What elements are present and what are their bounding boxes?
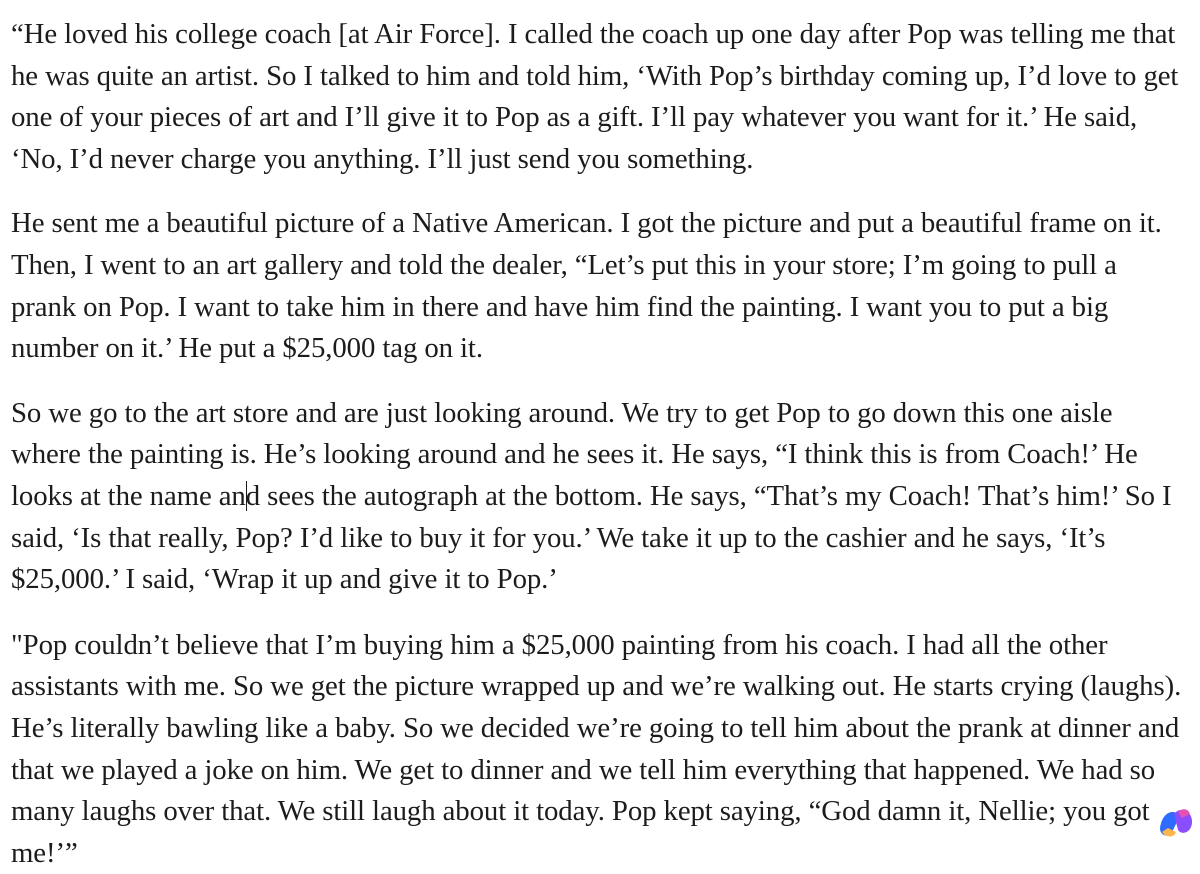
paragraph-4: "Pop couldn’t believe that I’m buying him a $25,000 painting from his coach. I had all the other assistants with me. So we get the picture wrapped up and we’re walking out. He starts crying (laughs). He’s literally bawling like a baby. So we decided we’re going to tell him about the prank at dinner and that we played a joke on him. We get to dinner and we tell him everything that happened. We had so many laughs over that. We still laugh about it today. Pop kept saying, “God damn it, Nellie; you got me!’” [11,628,1182,869]
paragraph-3-text-before-caret: So we go to the art store and are just looking around. We try to get Pop to go down this one aisle where the painting is. He’s looking around and he sees it. He says, “I think this is from Coach!’ He looks at the name an [11,396,1138,512]
paragraph-3-text-after-caret: d sees the autograph at the bottom. He says, “That’s my Coach! That’s him!’ So I said, ‘Is that really, Pop? I’d like to buy it for you.’ We take it up to the cashier and he says, ‘It’s $25,000.’ I said, ‘Wrap it up and give it to Pop.’ [11,479,1172,596]
paragraph-1: “He loved his college coach [at Air Force]. I called the coach up one day after Pop was telling me that he was quite an artist. So I talked to him and told him, ‘With Pop’s birthday coming up, I’d love to get one of your pieces of art and I’ll give it to Pop as a gift. I’ll pay whatever you want for it.’ He said, ‘No, I’d never charge you anything. I’ll just send you something. [11,18,1179,175]
paragraph-3 [11,393,1186,601]
copilot-icon[interactable] [1152,802,1200,822]
paragraph-2: He sent me a beautiful picture of a Native American. I got the picture and put a beautiful frame on it. Then, I went to an art gallery and told the dealer, “Let’s put this in your store; I’m going to pull a prank on Pop. I want to take him in there and have him find the painting. I want you to put a big number on it.’ He put a $25,000 tag on it. [11,207,1162,365]
